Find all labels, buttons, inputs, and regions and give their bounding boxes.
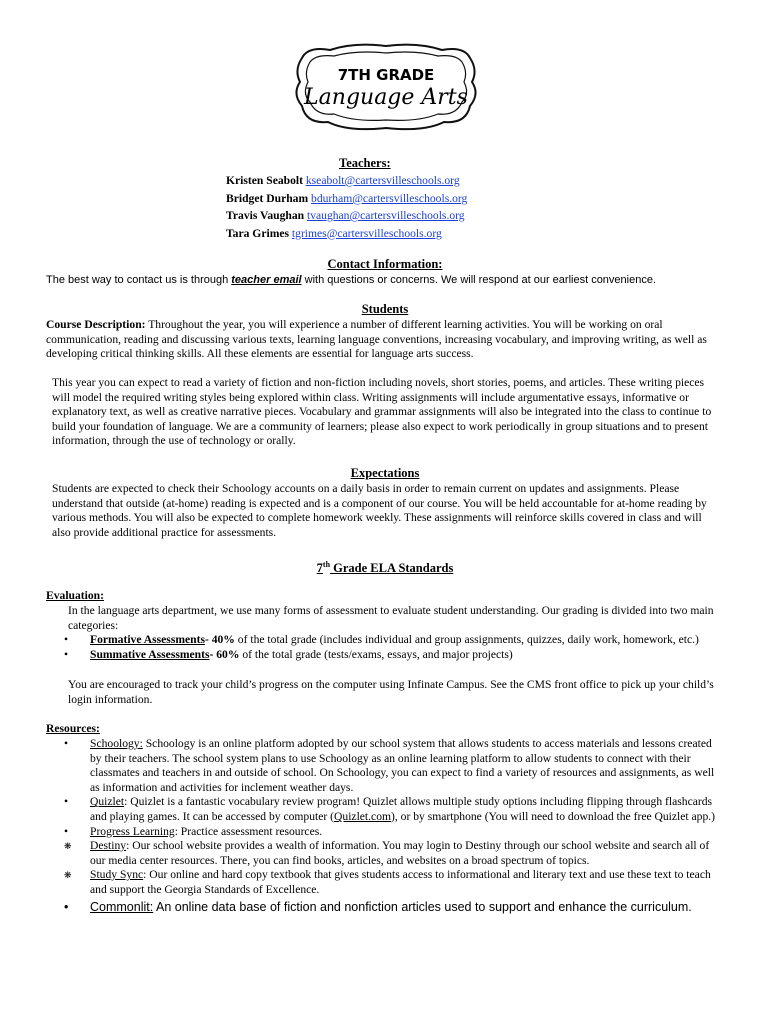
resources-list (64, 737, 724, 916)
assessment-label: Summative Assessments (90, 647, 210, 661)
teacher-email-link[interactable]: tgrimes@cartersvilleschools.org (291, 226, 442, 240)
assessment-percent: - 40% (204, 633, 235, 646)
quizlet-link[interactable]: Quizlet.com (334, 809, 392, 823)
resource-schoology-label[interactable]: Schoology: (90, 737, 143, 750)
teachers-heading: Teachers: (339, 156, 391, 170)
expectations-text: Students are expected to check their Schoology accounts on a daily basis in order to remain current on updates and assignments. Please understand that outside (at-home) reading is expected and is a component of our course. You will be held accountable for at-home reading by various methods. You will also be expected to complete homework weekly. These assignments will reinforce skills covered in class and will also provide additional practice for assessments. (52, 482, 707, 539)
teacher-row (226, 190, 467, 208)
course-logo (288, 40, 484, 136)
teacher-row (226, 172, 467, 190)
students-heading: Students (361, 302, 409, 316)
resource-text: : Our online and hard copy textbook that gives students access to informational and literary text and use these text to teach and support the Georgia Standards of Excellence. (90, 868, 711, 896)
bullet-icon: • (64, 899, 69, 914)
list-item (64, 795, 724, 824)
contact-text (46, 273, 656, 288)
bullet-icon: ❋ (64, 870, 72, 881)
logo-grade-text: 7TH GRADE (337, 66, 435, 84)
contact-post: with questions or concerns. We will respond at our earliest convenience. (301, 274, 657, 286)
resource-text: : Practice assessment resources. (174, 824, 323, 838)
teacher-name: Bridget Durham (226, 191, 309, 205)
list-item (64, 633, 700, 648)
evaluation-heading: Evaluation: (46, 589, 104, 602)
students-paragraph: This year you can expect to read a variety of fiction and non-fiction including novels, short stories, poems, and articles. These writing pieces will model the required writing styles being explored within class. Writing assignments will include argumentative essays, informative or explanatory text, as well as creative narrative pieces. Vocabulary and grammar assignments will also be integrated into the class to continue to build your foundation of language. We are a community of learners; please also expect to work periodically in group situations and to present information, through the use of technology or orally. (52, 376, 712, 448)
resource-destiny-label[interactable]: Destiny (90, 839, 127, 853)
list-item (64, 899, 724, 916)
list-item (64, 737, 724, 795)
resource-text: ), or by smartphone (You will need to download the free Quizlet app.) (391, 809, 716, 823)
resource-text: : Quizlet is a fantastic vocabulary review program! Quizlet allows multiple study options including flipping through flashcards and playing games. It can be accessed by computer ( (90, 795, 713, 823)
teacher-email-emphasis: teacher email (231, 274, 302, 286)
teacher-name: Tara Grimes (226, 226, 290, 240)
course-description-text: Throughout the year, you will experience a number of different learning activities. You will be working on oral communication, reading and discussing various texts, learning language conventions, increasing vocabulary, and improving writing, as well as developing critical thinking skills. All these elements are essential for language arts success. (46, 318, 707, 361)
teacher-row (226, 225, 467, 243)
assessment-text: of the total grade (includes individual and group assignments, quizzes, daily work, homework, etc.) (234, 633, 699, 646)
course-description-label: Course Description: (46, 318, 146, 331)
bullet-icon: • (64, 633, 69, 646)
assessment-text: of the total grade (tests/exams, essays, and major projects) (239, 647, 513, 661)
list-item (64, 868, 724, 897)
evaluation-list (64, 633, 700, 662)
resource-text: : Our school website provides a wealth of information. You may login to Destiny through our school website and search all of our media center resources. There, you can find books, articles, and websites on a broad spectrum of topics. (90, 839, 710, 867)
teacher-email-link[interactable]: kseabolt@cartersvilleschools.org (305, 174, 460, 187)
evaluation-outro: You are encouraged to track your child’s progress on the computer using Infinate Campus. See the CMS front office to pick up your child’s login information. (68, 678, 714, 706)
teacher-name: Kristen Seabolt (226, 174, 303, 187)
course-description (46, 318, 726, 362)
standards-superscript: th (322, 560, 331, 569)
standards-heading (0, 558, 770, 576)
teacher-name: Travis Vaughan (226, 209, 305, 222)
assessment-label: Formative Assessments (90, 633, 205, 646)
teacher-email-link[interactable]: bdurham@cartersvilleschools.org (311, 191, 468, 205)
expectations-heading: Expectations (350, 466, 420, 480)
teacher-email-link[interactable]: tvaughan@cartersvilleschools.org (306, 209, 465, 222)
standards-number: 7 (316, 561, 323, 576)
assessment-percent: - 60% (209, 647, 240, 661)
resource-quizlet-label[interactable]: Quizlet (90, 795, 125, 809)
resource-progress-learning-label[interactable]: Progress Learning (90, 824, 175, 838)
resource-text: An online data base of fiction and nonfiction articles used to support and enhance the curriculum. (153, 899, 692, 914)
standards-title: Grade ELA Standards (330, 561, 454, 576)
resource-commonlit-label[interactable]: Commonlit: (90, 899, 154, 914)
list-item (64, 647, 700, 663)
teacher-list (226, 172, 467, 242)
bullet-icon: • (64, 737, 69, 750)
resource-text: Schoology is an online platform adopted by our school system that allows students to access materials and lessons created by their teachers. The school system plans to use Schoology as an online learning platform to allow students to connect with their classmates and teachers in and outside of school. On Schoology, you can expect to find a variety of resources and assignments, as well as information and activities for inclement weather days. (90, 737, 715, 794)
contact-pre: The best way to contact us is through (46, 274, 232, 286)
bullet-icon: ❋ (64, 841, 72, 852)
bullet-icon: • (64, 824, 69, 838)
logo-subject-text: Language Arts (304, 85, 468, 110)
list-item (64, 824, 724, 840)
bullet-icon: • (64, 795, 69, 809)
evaluation-intro: In the language arts department, we use many forms of assessment to evaluate student understanding. Our grading is divided into two main categories: (68, 604, 714, 632)
list-item (64, 839, 724, 868)
resources-heading: Resources: (46, 722, 100, 735)
resource-study-sync-label[interactable]: Study Sync (90, 868, 144, 882)
teacher-row (226, 207, 467, 225)
contact-heading: Contact Information: (327, 257, 443, 271)
bullet-icon: • (64, 647, 69, 661)
